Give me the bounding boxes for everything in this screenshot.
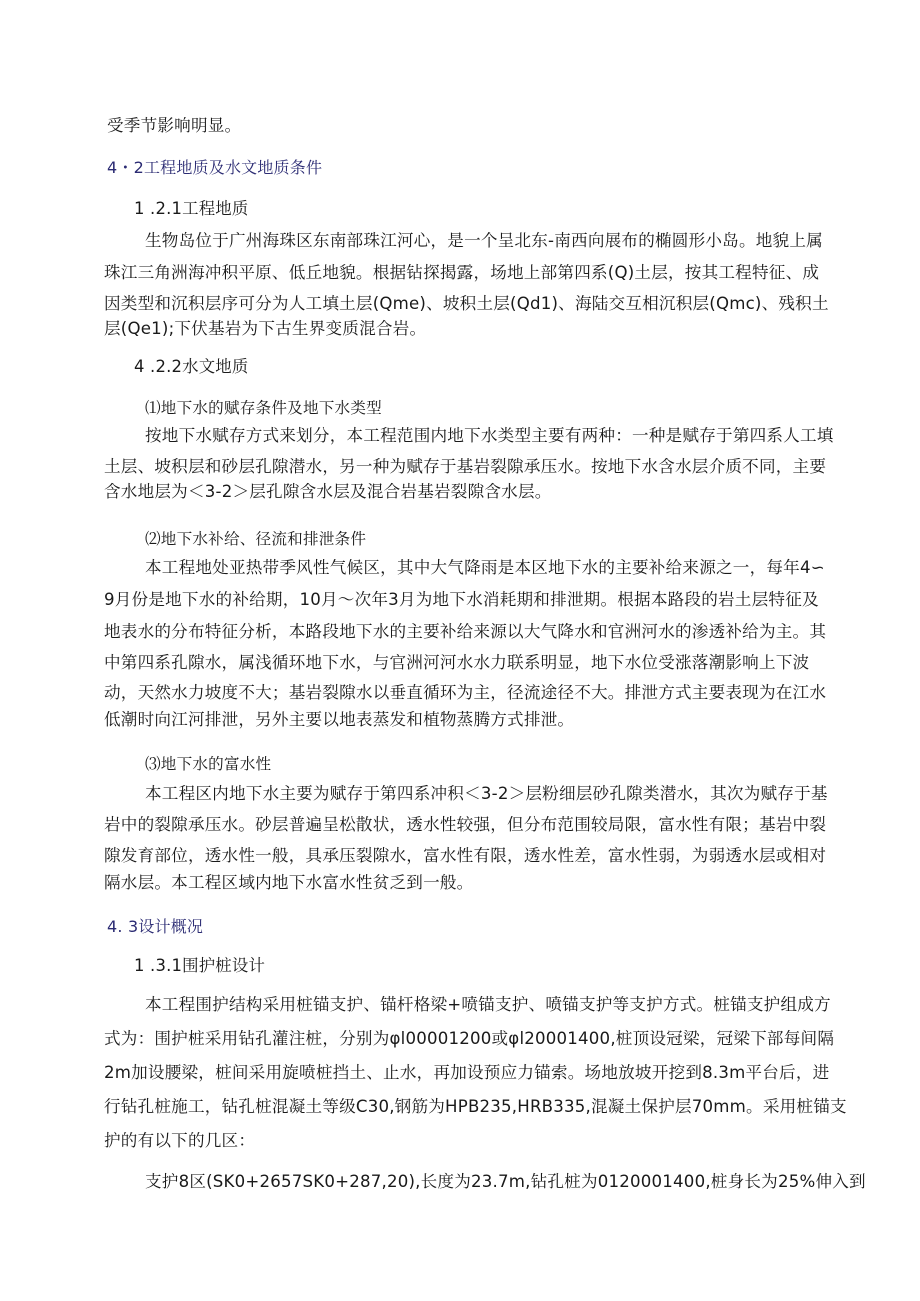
- paragraph-line: 式为：围护桩采用钻孔灌注桩，分别为φl00001200或φl20001400,桩顶设冠梁，冠梁下部每间隔: [104, 1029, 835, 1048]
- item-heading-2: ⑵地下水补给、径流和排泄条件: [145, 530, 367, 548]
- paragraph-line: 行钻孔桩施工，钻孔桩混凝土等级C30,钢筋为HPB235,HRB335,混凝土保护层70mm。采用桩锚支: [104, 1097, 847, 1116]
- paragraph-line: 地表水的分布特征分析，本路段地下水的主要补给来源以大气降水和官洲河水的渗透补给为主。其: [104, 622, 827, 641]
- paragraph-line: 2m加设腰梁，桩间采用旋喷桩挡土、止水，再加设预应力锚索。场地放坡开挖到8.3m平台后，进: [104, 1063, 830, 1082]
- item-heading-3: ⑶地下水的富水性: [145, 755, 272, 773]
- paragraph-line: 本工程围护结构采用桩锚支护、锚杆格梁+喷锚支护、喷锚支护等支护方式。桩锚支护组成方: [145, 995, 831, 1014]
- paragraph-line: 岩中的裂隙承压水。砂层普遍呈松散状，透水性较强，但分布范围较局限，富水性有限；基岩中裂: [104, 815, 827, 834]
- section-heading-4-3: 4. 3设计概况: [107, 917, 204, 936]
- paragraph-line: 支护8区(SK0+2657SK0+287,20),长度为23.7m,钻孔桩为0120001400,桩身长为25%伸入到: [145, 1172, 866, 1191]
- paragraph-line: 隔水层。本工程区域内地下水富水性贫乏到一般。: [104, 873, 474, 892]
- paragraph-line: 因类型和沉积层序可分为人工填土层(Qme)、坡积土层(Qd1)、海陆交互相沉积层(Qmc)、残积土: [104, 294, 829, 313]
- paragraph-line: 中第四系孔隙水，属浅循环地下水，与官洲河河水水力联系明显，地下水位受涨落潮影响上下波: [104, 653, 810, 672]
- item-heading-1: ⑴地下水的赋存条件及地下水类型: [145, 399, 382, 417]
- paragraph-line: 动，天然水力坡度不大；基岩裂隙水以垂直循环为主，径流途径不大。排泄方式主要表现为在江水: [104, 683, 827, 702]
- paragraph-line: 隙发育部位，透水性一般，具承压裂隙水，富水性有限，透水性差，富水性弱，为弱透水层或相对: [104, 846, 827, 865]
- paragraph-line: 9月份是地下水的补给期，10月～次年3月为地下水消耗期和排泄期。根据本路段的岩土层特征及: [104, 590, 819, 609]
- subsection-heading-4-3-1: 1 .3.1围护桩设计: [134, 956, 266, 975]
- paragraph-line: 土层、坡积层和砂层孔隙潜水，另一种为赋存于基岩裂隙承压水。按地下水含水层介质不同，主要: [104, 457, 827, 476]
- subsection-heading-4-2-1: 1 .2.1工程地质: [134, 199, 249, 218]
- paragraph-line: 本工程区内地下水主要为赋存于第四系冲积＜3-2＞层粉细层砂孔隙类潜水，其次为赋存于基: [145, 784, 828, 803]
- paragraph-line: 本工程地处亚热带季风性气候区，其中大气降雨是本区地下水的主要补给来源之一，每年4∽: [145, 558, 825, 577]
- paragraph-line: 受季节影响明显。: [107, 116, 242, 135]
- paragraph-line: 含水地层为＜3-2＞层孔隙含水层及混合岩基岩裂隙含水层。: [104, 482, 552, 501]
- paragraph-line: 护的有以下的几区：: [104, 1131, 256, 1150]
- subsection-heading-4-2-2: 4 .2.2水文地质: [134, 357, 249, 376]
- paragraph-line: 层(Qe1);下伏基岩为下古生界变质混合岩。: [104, 319, 427, 338]
- paragraph-line: 珠江三角洲海冲积平原、低丘地貌。根据钻探揭露，场地上部第四系(Q)土层，按其工程特征、成: [104, 263, 820, 282]
- paragraph-line: 按地下水赋存方式来划分，本工程范围内地下水类型主要有两种：一种是赋存于第四系人工填: [145, 426, 834, 445]
- section-heading-4-2: 4・2工程地质及水文地质条件: [107, 158, 323, 177]
- paragraph-line: 低潮时向江河排泄，另外主要以地表蒸发和植物蒸腾方式排泄。: [104, 710, 575, 729]
- paragraph-line: 生物岛位于广州海珠区东南部珠江河心，是一个呈北东-南西向展布的椭圆形小岛。地貌上属: [145, 231, 823, 250]
